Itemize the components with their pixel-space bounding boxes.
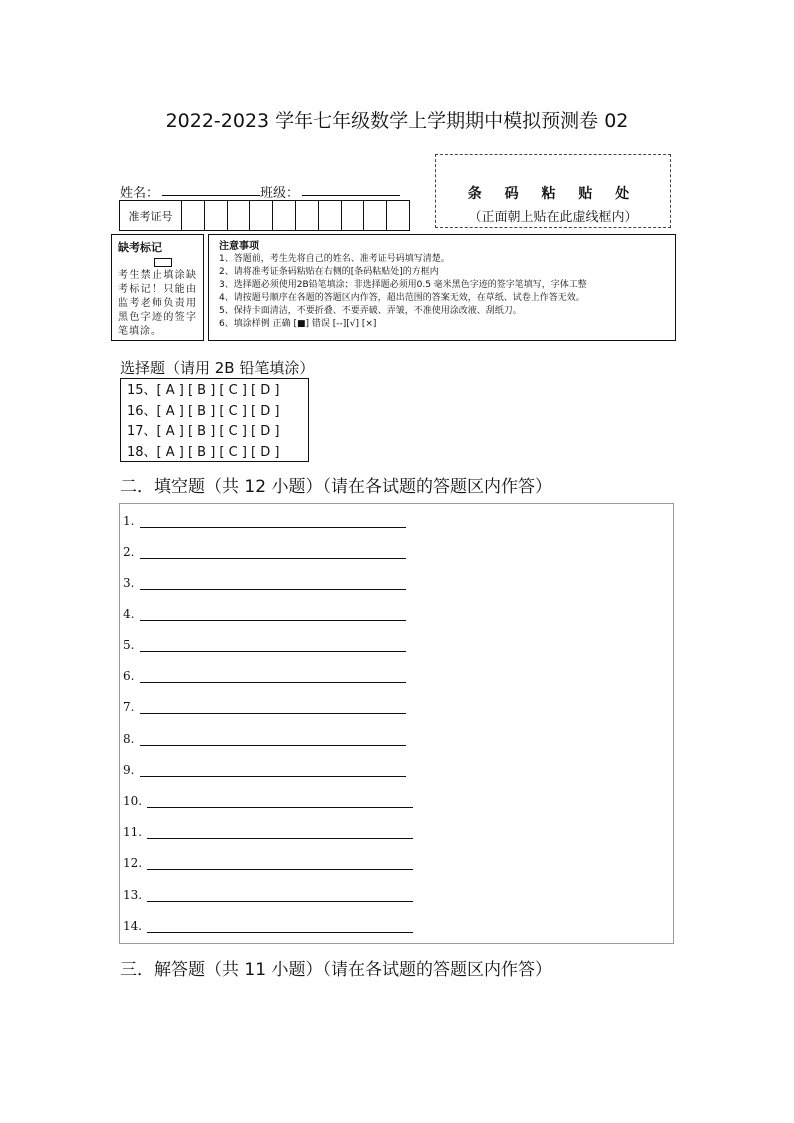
name-label: 姓名： — [120, 186, 160, 201]
barcode-title: 条 码 粘 贴 处 — [467, 186, 639, 202]
fill-answer-line[interactable] — [140, 713, 406, 714]
fill-item-number: 10. — [123, 794, 143, 808]
notes-item: 4、请按题号顺序在各题的答题区内作答，超出范围的答案无效，在草纸、试卷上作答无效。 — [219, 293, 585, 303]
fill-answer-line[interactable] — [140, 527, 406, 528]
mc-row-17[interactable]: 17、[ A ] [ B ] [ C ] [ D ] — [127, 424, 280, 439]
fill-answer-line[interactable] — [147, 869, 413, 870]
fill-answer-line[interactable] — [140, 682, 406, 683]
fill-answer-line[interactable] — [140, 651, 406, 652]
fill-answer-area — [119, 503, 674, 944]
exam-id-cell[interactable] — [387, 201, 409, 230]
fill-item-number: 5. — [123, 638, 135, 652]
class-label: 班级： — [260, 186, 300, 201]
exam-id-cell[interactable] — [342, 201, 365, 230]
fill-item-number: 12. — [123, 856, 143, 870]
exam-id-label: 准考证号 — [120, 201, 182, 230]
fill-answer-line[interactable] — [147, 838, 413, 839]
fill-answer-line[interactable] — [140, 620, 406, 621]
exam-id-cell[interactable] — [296, 201, 319, 230]
page-title: 2022-2023 学年七年级数学上学期期中模拟预测卷 02 — [165, 110, 629, 132]
notes-box — [208, 234, 676, 341]
fill-item-number: 9. — [123, 763, 135, 777]
fill-item-number: 14. — [123, 919, 143, 933]
notes-item: 1、答题前，考生先将自己的姓名、准考证号码填写清楚。 — [219, 254, 450, 264]
fill-answer-line[interactable] — [147, 807, 413, 808]
fill-answer-line[interactable] — [147, 932, 413, 933]
fill-item-number: 3. — [123, 576, 135, 590]
barcode-note: （正面朝上贴在此虚线框内） — [468, 210, 638, 225]
fill-item-number: 13. — [123, 888, 143, 902]
exam-id-grid — [119, 200, 410, 231]
exam-id-cell[interactable] — [364, 201, 387, 230]
notes-item: 6、填涂样例 正确 [■] 错误 [--][√] [×] — [219, 319, 377, 329]
barcode-area — [435, 154, 671, 228]
class-input-line[interactable] — [302, 195, 400, 196]
fill-answer-line[interactable] — [140, 745, 406, 746]
fill-item-number: 2. — [123, 545, 135, 559]
fill-item-number: 1. — [123, 514, 135, 528]
solve-section-title: 三．解答题（共 11 小题）（请在各试题的答题区内作答） — [120, 960, 552, 980]
multiple-choice-box — [120, 378, 309, 462]
fill-item-number: 8. — [123, 732, 135, 746]
fill-answer-line[interactable] — [140, 776, 406, 777]
fill-item-number: 4. — [123, 607, 135, 621]
notes-heading: 注意事项 — [219, 241, 259, 252]
exam-id-cell[interactable] — [273, 201, 296, 230]
mc-row-18[interactable]: 18、[ A ] [ B ] [ C ] [ D ] — [127, 444, 280, 460]
notes-item: 3、选择题必须使用2B铅笔填涂；非选择题必须用0.5 毫米黑色字迹的签字笔填写，字体工整 — [219, 280, 587, 290]
missing-exam-text: 考生禁止填涂缺考标记！只能由监考老师负责用黑色字迹的签字笔填涂。 — [118, 270, 197, 337]
mc-row-16[interactable]: 16、[ A ] [ B ] [ C ] [ D ] — [127, 403, 280, 419]
exam-id-cell[interactable] — [250, 201, 273, 230]
fill-answer-line[interactable] — [147, 901, 413, 902]
notes-item: 5、保持卡面清洁，不要折叠、不要弄破、弄皱，不准使用涂改液、刮纸刀。 — [219, 306, 522, 316]
mc-row-15[interactable]: 15、[ A ] [ B ] [ C ] [ D ] — [127, 383, 280, 398]
exam-id-cell[interactable] — [228, 201, 251, 230]
fill-answer-line[interactable] — [140, 589, 406, 590]
exam-id-cell[interactable] — [205, 201, 228, 230]
missing-exam-box — [111, 234, 204, 341]
missing-exam-heading: 缺考标记 — [118, 241, 162, 254]
exam-id-cell[interactable] — [319, 201, 342, 230]
fill-section-title: 二．填空题（共 12 小题）（请在各试题的答题区内作答） — [120, 477, 552, 497]
fill-answer-line[interactable] — [140, 558, 406, 559]
exam-id-cell[interactable] — [182, 201, 205, 230]
notes-item: 2、请将准考证条码粘贴在右侧的[条码粘贴处]的方框内 — [219, 267, 439, 277]
multiple-choice-title: 选择题（请用 2B 铅笔填涂） — [120, 359, 315, 377]
fill-item-number: 11. — [123, 825, 143, 839]
missing-exam-checkbox[interactable] — [154, 258, 172, 267]
name-input-line[interactable] — [162, 195, 260, 196]
fill-item-number: 7. — [123, 700, 135, 714]
fill-item-number: 6. — [123, 669, 135, 683]
